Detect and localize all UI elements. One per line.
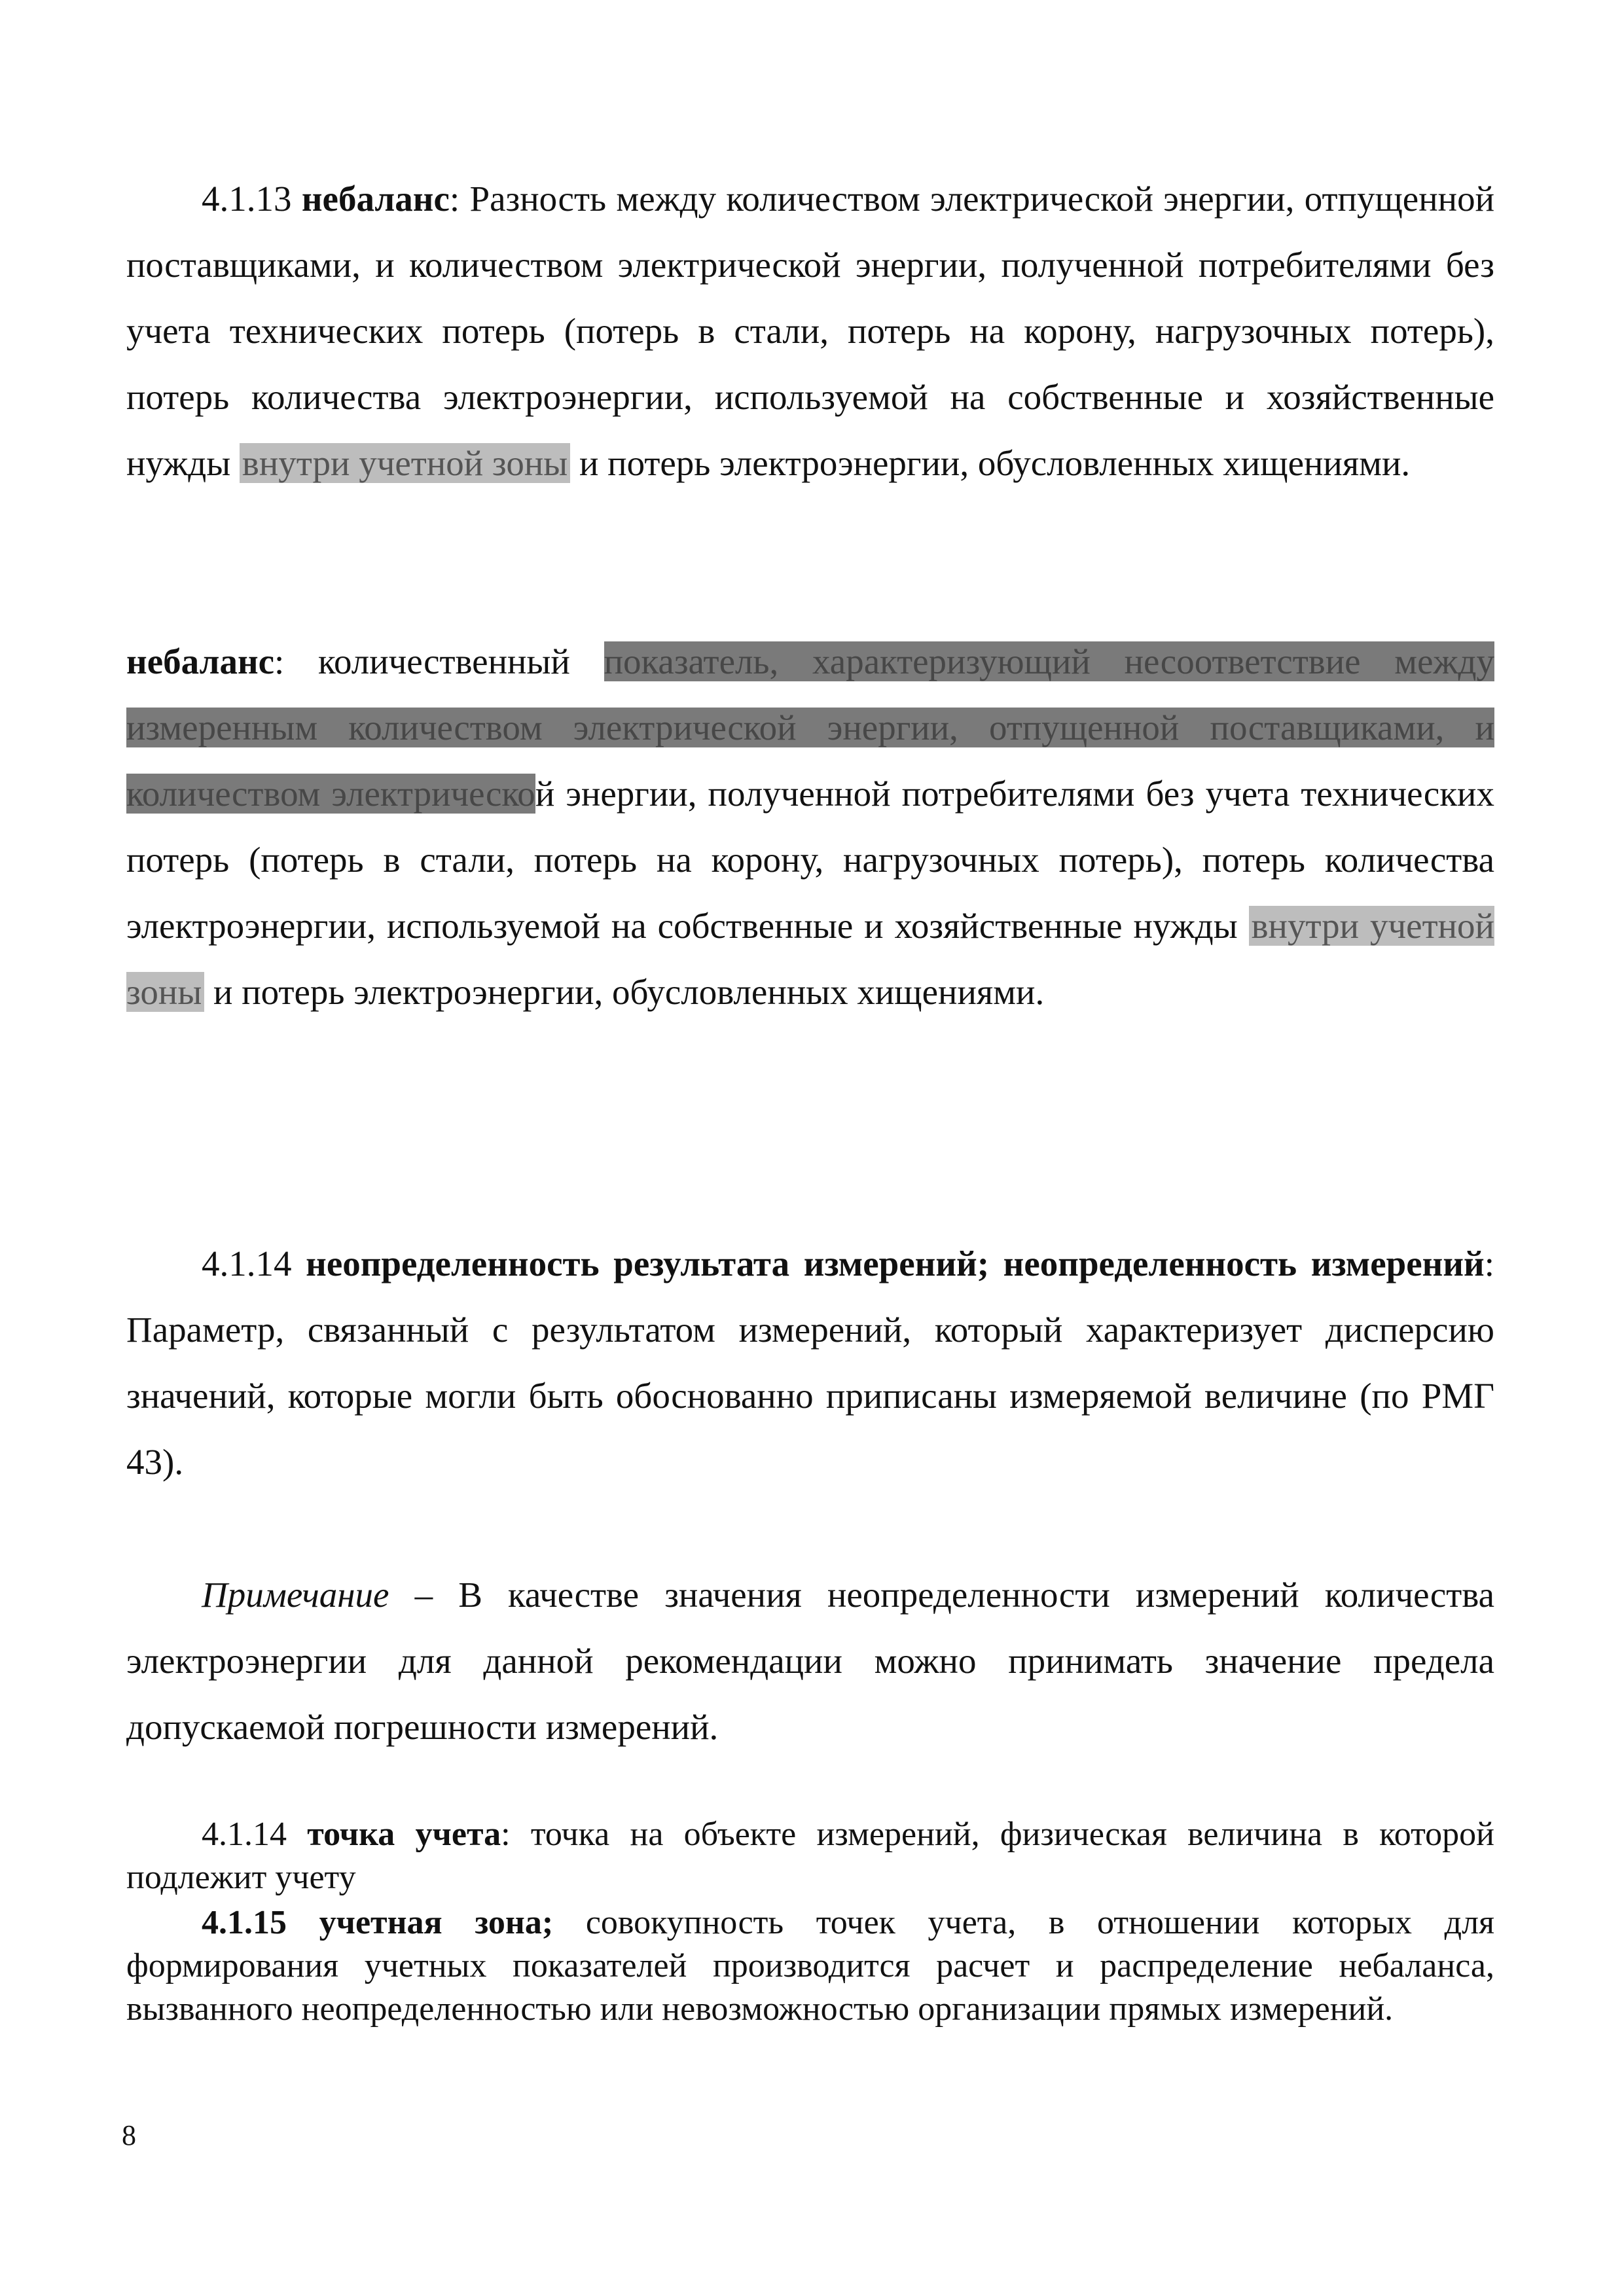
paragraph-4-1-13 (126, 166, 1494, 496)
clause-number: 4.1.14 (202, 1816, 287, 1853)
definition-text: Разность между количеством электрической энергии, отпущенной поставщиками, и количеством электрической энергии, полученной потребителями без учета технических потерь (потерь в стали, потерь на корону, нагрузочных потерь), потерь количества электроэнергии, используемой на собственные и хозяйственные нужды (126, 179, 1495, 483)
term-label: неопределенность результата измерений; неопределенность измерений (306, 1244, 1485, 1283)
paragraph-4-1-14-point (126, 1813, 1494, 1899)
definition-text: : количественный (274, 641, 604, 681)
definition-text: совокупность точек учета, в отношении которых для формирования учетных показателей производится расчет и распределение небаланса, вызванного неопределенностью или невозможностью организации прямых измерений. (126, 1904, 1494, 2028)
definition-text: : Параметр, связанный с результатом измерений, который характеризует дисперсию значений, которые могли быть обоснованно приписаны измеряемой величине (по РМГ 43). (126, 1244, 1494, 1482)
definition-text-middle: й энергии, полученной потребителями без учета технических потерь (потерь в стали, потерь на корону, нагрузочных потерь), потерь количества электроэнергии, используемой на собственные и хозяйственные нужды (126, 774, 1494, 946)
note-paragraph (126, 1562, 1494, 1760)
term-label: небаланс (126, 641, 275, 681)
paragraph-4-1-14-uncertainty (126, 1230, 1494, 1495)
clause-number: 4.1.13 (202, 179, 292, 219)
page-number: 8 (122, 2119, 136, 2151)
term-label: небаланс (301, 179, 450, 219)
note-label: Примечание (202, 1575, 389, 1615)
highlight-redacted-text: показатель, характеризующий несоответствие между измеренным количеством электрической энергии, отпущенной поставщиками, и количеством электрическо (126, 641, 1494, 814)
term-label: точка учета (307, 1816, 501, 1853)
highlight-scope: внутри учетной зоны (240, 443, 570, 483)
clause-number: 4.1.14 (202, 1244, 292, 1283)
term-label: учетная зона; (319, 1904, 554, 1941)
definition-text-end: и потерь электроэнергии, обусловленных хищениями. (570, 443, 1411, 483)
highlight-scope: внутри учетной зоны (126, 906, 1494, 1012)
note-text: – В качестве значения неопределенности измерений количества электроэнергии для данной рекомендации можно принимать значение предела допускаемой погрешности измерений. (126, 1575, 1494, 1747)
term-separator: : (449, 179, 460, 219)
definition-text-end: и потерь электроэнергии, обусловленных хищениями. (204, 972, 1045, 1012)
paragraph-4-1-15 (126, 1901, 1494, 2031)
paragraph-revised-definition (126, 628, 1494, 1025)
clause-number: 4.1.15 (202, 1904, 287, 1941)
definition-text: : точка на объекте измерений, физическая величина в которой подлежит учету (126, 1816, 1494, 1896)
